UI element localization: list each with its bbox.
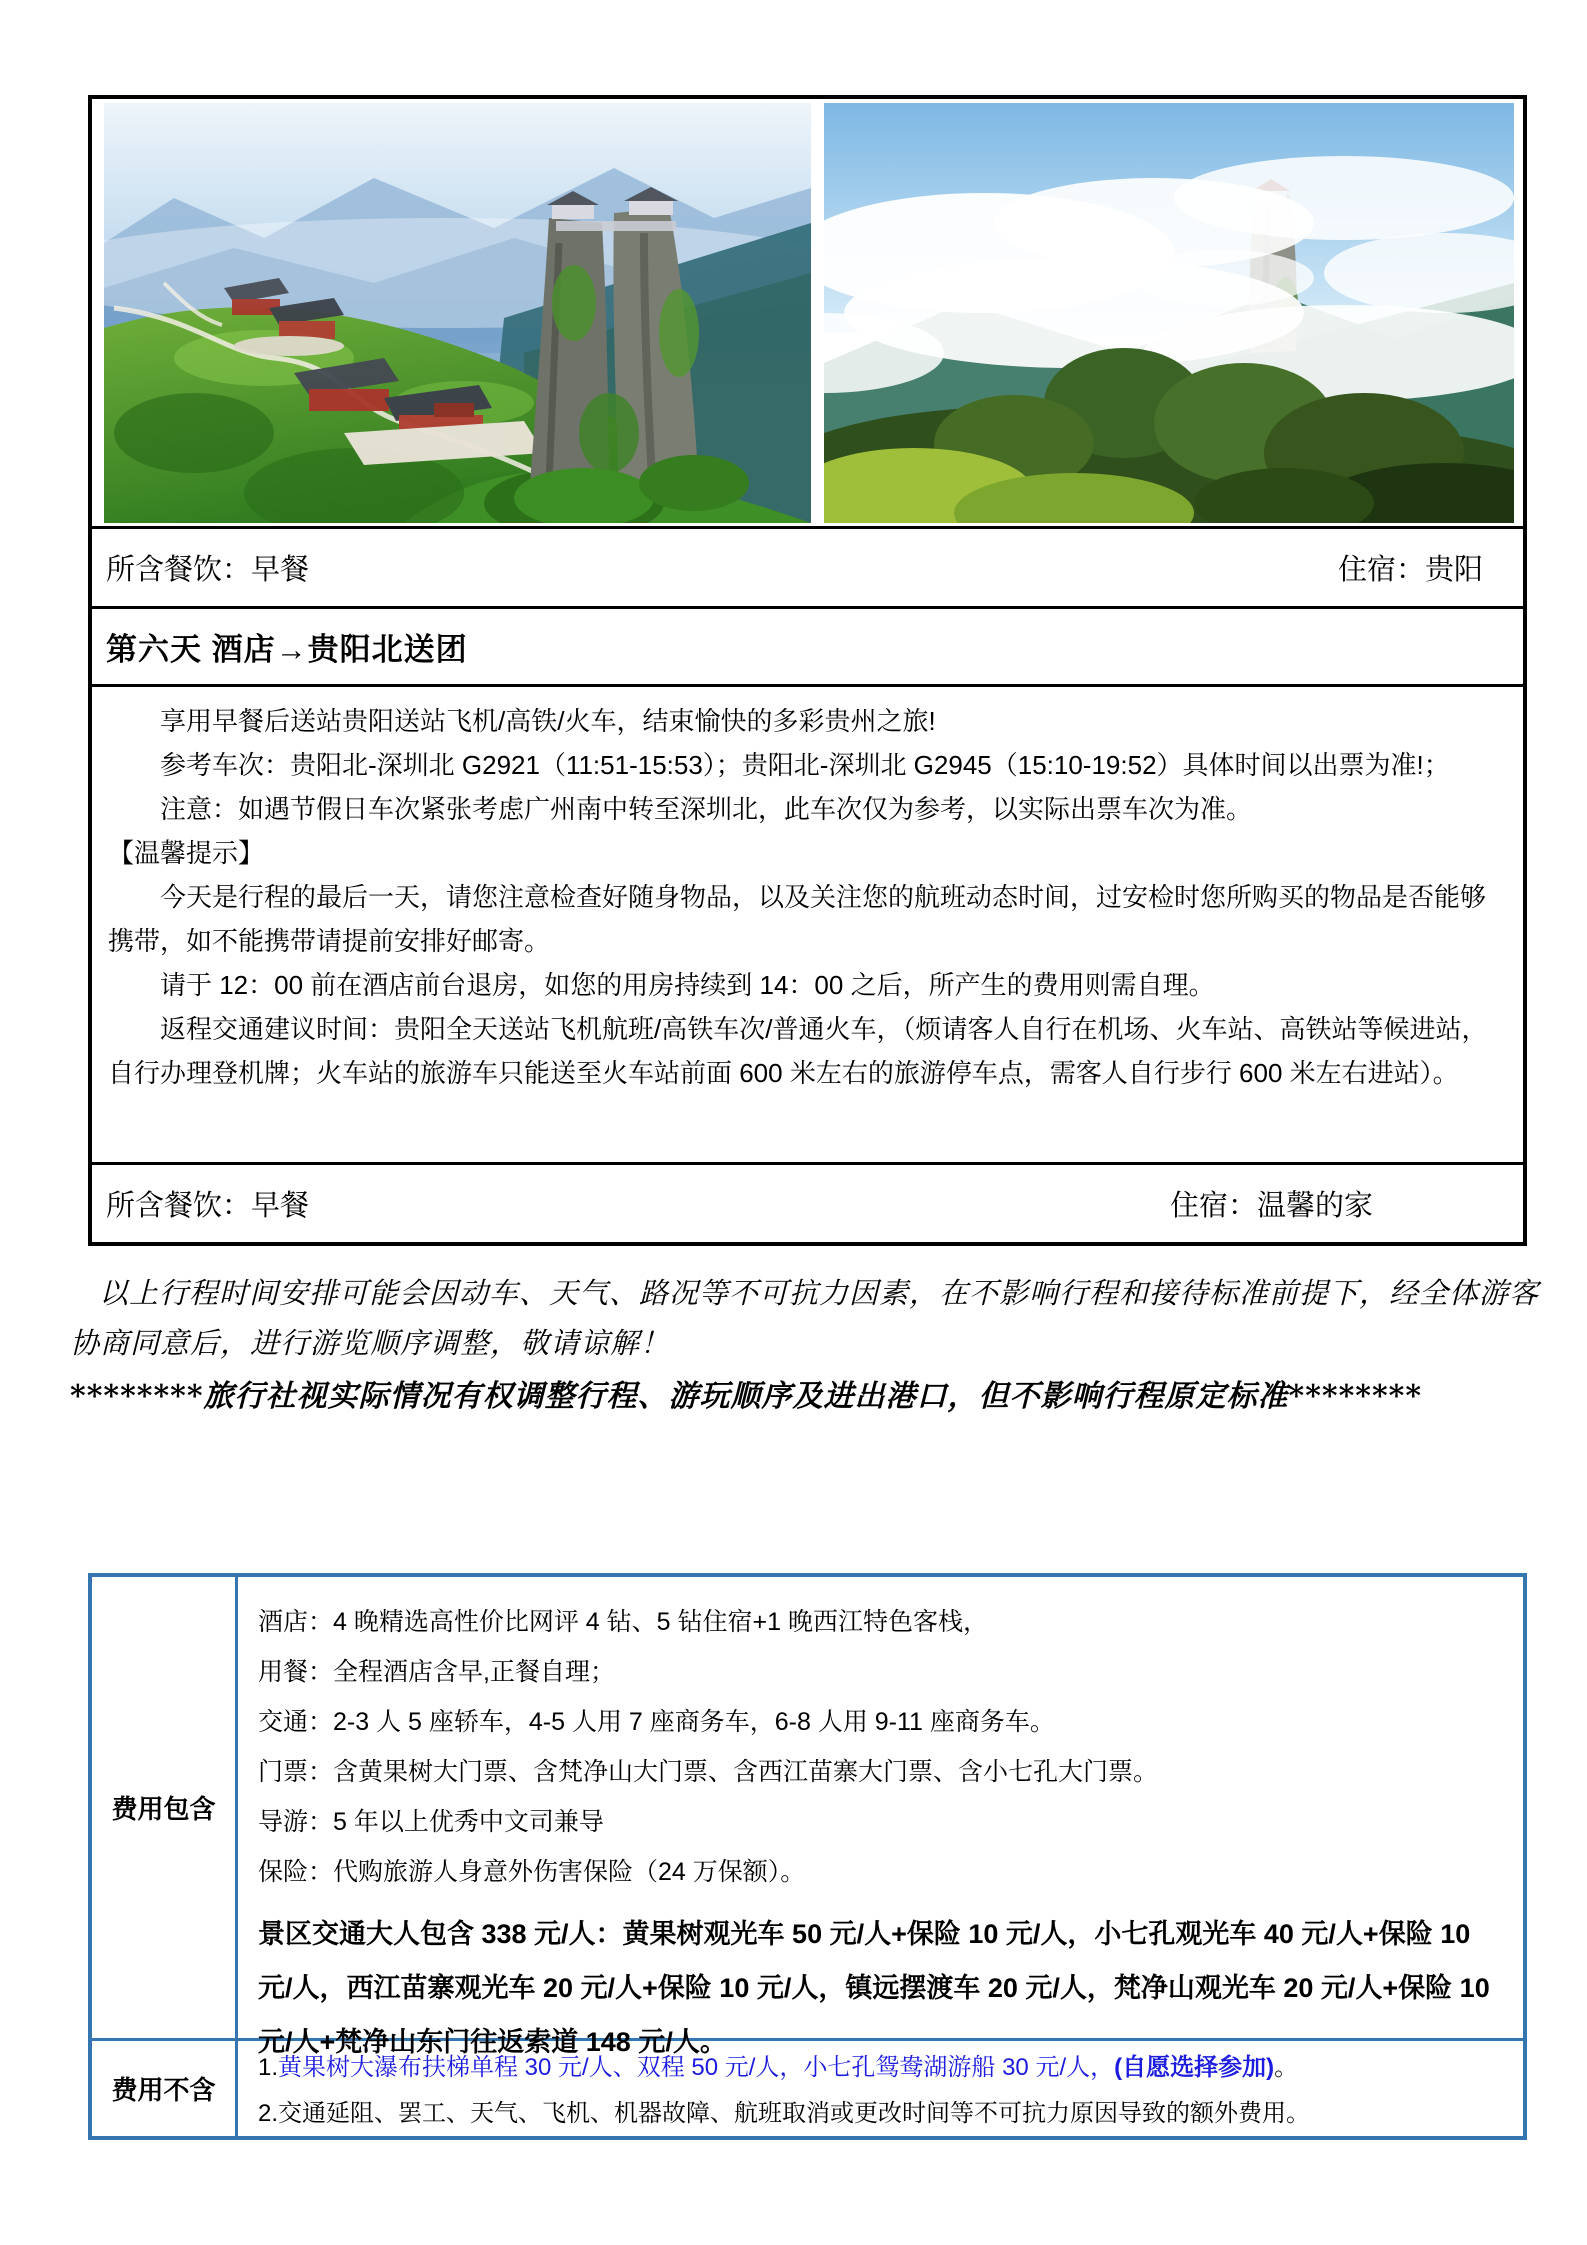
photo-row	[92, 99, 1523, 526]
cost-excluded-label: 费用不含	[92, 2041, 238, 2136]
cost-excluded-content	[238, 2041, 1523, 2136]
photo-fanjingshan-clouds	[824, 103, 1514, 523]
meals-included-label: 所含餐饮：早餐	[106, 554, 310, 586]
optional-fee-text: 黄果树大瀑布扶梯单程 30 元/人、双程 50 元/人，小七孔鸳鸯湖游船 30 元/人，	[278, 2054, 1115, 2081]
itinerary-table	[88, 95, 1527, 1246]
lodging-label: 住宿：贵阳	[1337, 554, 1483, 586]
excluded-line-1: 1.黄果树大瀑布扶梯单程 30 元/人、双程 50 元/人，小七孔鸳鸯湖游船 30 元/人，(自愿选择参加)。	[258, 2054, 1299, 2081]
optional-join-note: (自愿选择参加)	[1114, 2054, 1275, 2081]
meal-lodging-row-top	[92, 526, 1523, 606]
itinerary-paragraph: 返程交通建议时间：贵阳全天送站飞机航班/高铁车次/普通火车，（烦请客人自行在机场、火车站、高铁站等候进站，自行办理登机牌；火车站的旅游车只能送至火车站前面 600 米左右的旅游停车点，需客人自行步行 600 米左右进站）。	[108, 1014, 1488, 1088]
notice-stars: ********旅行社视实际情况有权调整行程、游玩顺序及进出港口，但不影响行程原定标准********	[70, 1379, 1423, 1414]
cost-item-insurance: 保险：代购旅游人身意外伤害保险（24 万保额）。	[258, 1858, 806, 1886]
cost-included-row	[92, 1577, 1523, 2057]
cost-excluded-row	[92, 2038, 1523, 2136]
meals-included-label: 所含餐饮：早餐	[106, 1190, 310, 1222]
cost-item-tickets: 门票：含黄果树大门票、含梵净山大门票、含西江苗寨大门票、含小七孔大门票。	[258, 1758, 1159, 1786]
itinerary-paragraph: 注意：如遇节假日车次紧张考虑广州南中转至深圳北，此车次仅为参考，以实际出票车次为准。	[160, 794, 1253, 824]
notice-text: 以上行程时间安排可能会因动车、天气、路况等不可抗力因素，在不影响行程和接待标准前提下，经全体游客协商同意后，进行游览顺序调整，敬请谅解！	[70, 1276, 1540, 1360]
itinerary-paragraph: 请于 12：00 前在酒店前台退房，如您的用房持续到 14：00 之后，所产生的费用则需自理。	[160, 970, 1215, 1000]
cost-item-meals: 用餐：全程酒店含早,正餐自理；	[258, 1658, 615, 1686]
itinerary-paragraph: 今天是行程的最后一天，请您注意检查好随身物品，以及关注您的航班动态时间，过安检时您所购买的物品是否能够携带，如不能携带请提前安排好邮寄。	[108, 882, 1487, 956]
cost-included-content	[238, 1577, 1523, 2057]
excluded-line-2: 2.交通延阻、罢工、天气、飞机、机器故障、航班取消或更改时间等不可抗力原因导致的额外费用。	[258, 2100, 1311, 2127]
cost-item-transport: 交通：2-3 人 5 座轿车，4-5 人用 7 座商务车，6-8 人用 9-11 座商务车。	[258, 1708, 1055, 1736]
itinerary-body	[92, 684, 1523, 1162]
itinerary-paragraph: 参考车次：贵阳北-深圳北 G2921（11:51-15:53）；贵阳北-深圳北 G2945（15:10-19:52）具体时间以出票为准!；	[160, 750, 1450, 780]
cost-item-hotel: 酒店：4 晚精选高性价比网评 4 钻、5 钻住宿+1 晚西江特色客栈，	[258, 1608, 988, 1636]
itinerary-paragraph: 【温馨提示】	[108, 838, 265, 868]
cost-table	[88, 1573, 1527, 2140]
meal-lodging-row-bottom	[92, 1162, 1523, 1242]
itinerary-paragraph: 享用早餐后送站贵阳送站飞机/高铁/火车，结束愉快的多彩贵州之旅!	[160, 706, 936, 736]
day-title: 第六天 酒店→贵阳北送团	[92, 606, 1523, 684]
notice-block	[70, 1268, 1540, 1422]
photo-fanjingshan-summit	[104, 103, 811, 523]
lodging-label: 住宿：温馨的家	[1169, 1190, 1373, 1222]
cost-highlight-scenic-transport: 景区交通大人包含 338 元/人：黄果树观光车 50 元/人+保险 10 元/人，小七孔观光车 40 元/人+保险 10 元/人，西江苗寨观光车 20 元/人+保险 10 元/人，镇远摆渡车 20 元/人，梵净山观光车 20 元/人+保险 10 元/人+梵净山东门往返索道 148 元/人。	[258, 1919, 1490, 2057]
cost-included-label: 费用包含	[92, 1577, 238, 2038]
cost-item-guide: 导游：5 年以上优秀中文司兼导	[258, 1808, 604, 1836]
